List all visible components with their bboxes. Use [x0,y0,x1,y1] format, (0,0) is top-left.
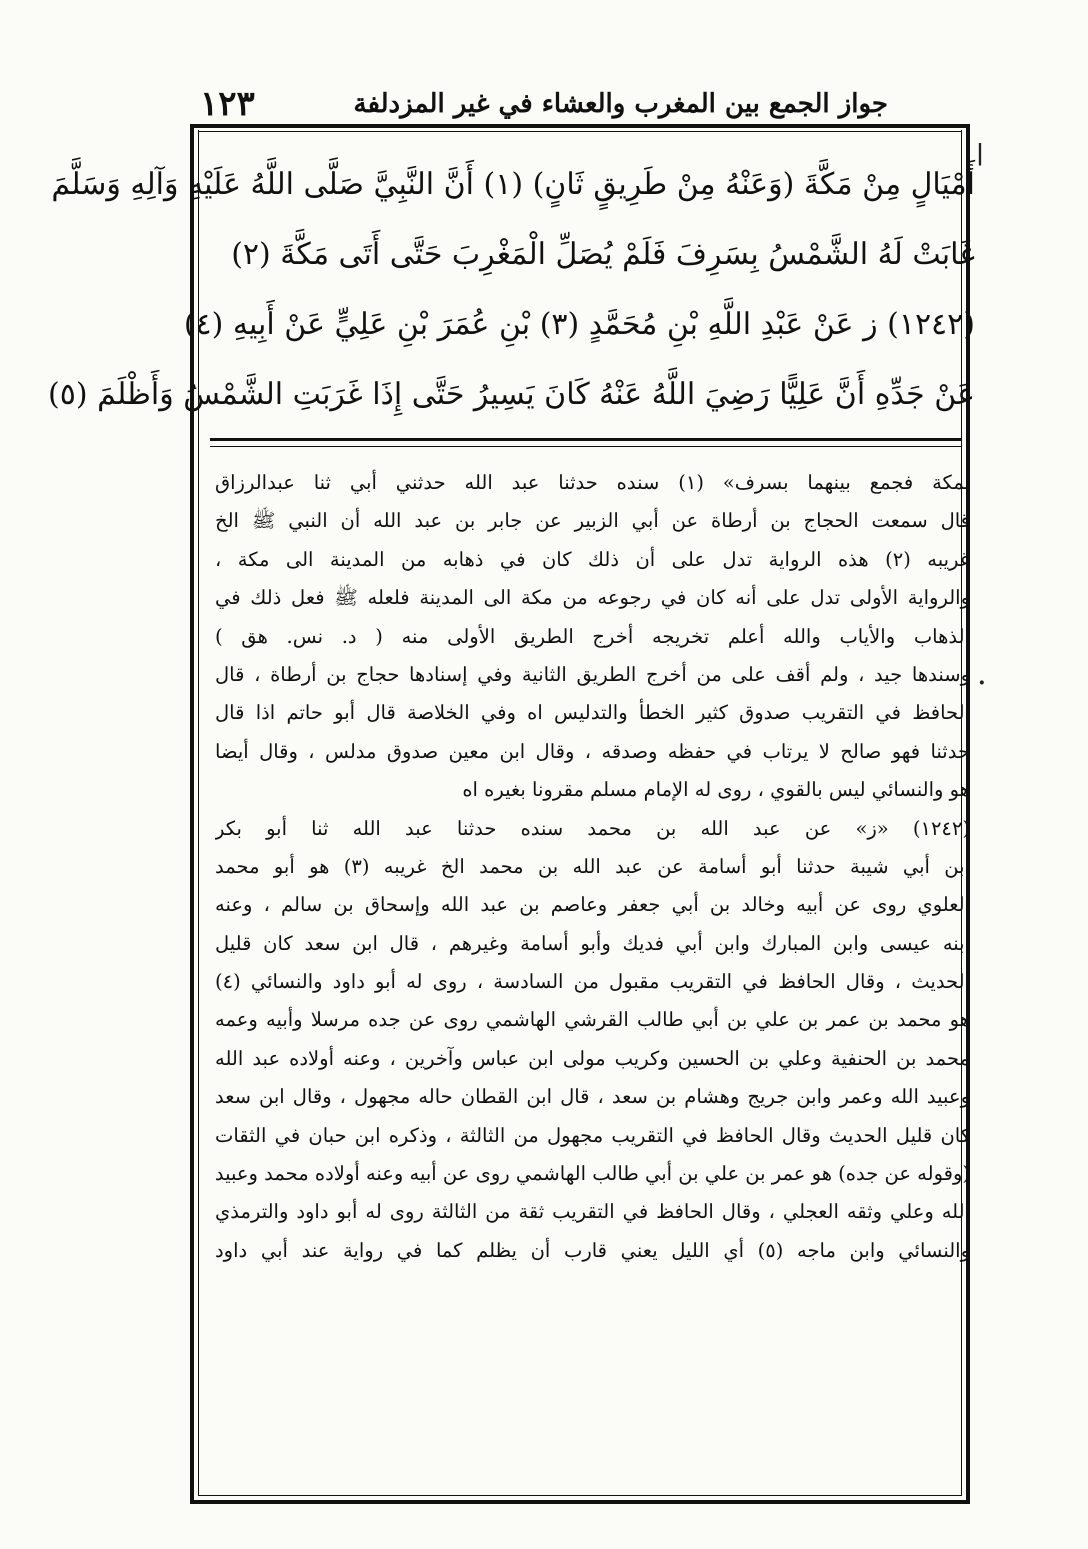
commentary-line: بمكة فجمع بينهما بسرف» (١) سنده حدثنا عبد الله حدثني أبي ثنا عبدالرزاق [215,471,970,494]
commentary-line: وسندها جيد ، ولم أقف على من أخرج الطريق الثانية وفي إسنادها حجاج بن أرطاة ، قال [215,662,970,686]
margin-mark-top: | [976,140,985,166]
commentary-line: الله وعلي وثقه العجلي ، وقال الحافظ في التقريب ثقة من الثالثة روى له أبو داود والترمذي [215,1200,970,1224]
hadith-line: عَنْ جَدِّهِ أَنَّ عَلِيًّا رَضِيَ اللَّهُ عَنْهُ كَانَ يَسِيرُ حَتَّى إِذَا غَرَبَتِ الشَّمْسُ وَأَظْلَمَ (٥) [48,377,975,412]
margin-mark-middle: · [978,670,986,696]
commentary-line: ابنه عيسى وابن المبارك وابن أبي فديك وأبو أسامة وغيرهم ، قال ابن سعد كان قليل [215,931,970,955]
commentary-line: حدثنا فهو صالح لا يرتاب في حفظه وصدقه ، وقال ابن معين صدوق مدلس ، وقال أيضا [215,739,970,763]
commentary-line: الحديث ، وقال الحافظ في التقريب مقبول من السادسة ، روى له أبو داود والنسائي (٤) [215,970,970,994]
commentary-line: (وقوله عن جده) هو عمر بن علي بن أبي طالب الهاشمي روى عن أبيه وعنه أولاده محمد وعبيد [215,1162,970,1186]
commentary-line: الذهاب والأياب والله أعلم تخريجه أخرج الطريق الأولى منه ( د. نس. هق ) [215,624,970,648]
commentary-text [215,464,970,1270]
commentary-line: الحافظ في التقريب صدوق كثير الخطأ والتدليس اه وفي الخلاصة قال أبو حاتم اذا قال [215,701,970,725]
commentary-line: هو والنسائي ليس بالقوي ، روى له الإمام مسلم مقرونا بغيره اه [462,778,970,802]
commentary-line: (١٢٤٢) «ز» عن عبد الله بن محمد سنده حدثنا عبد الله ثنا أبو بكر [215,816,970,840]
hadith-line: أَمْيَالٍ مِنْ مَكَّةَ (وَعَنْهُ مِنْ طَرِيقٍ ثَانٍ) (١) أَنَّ النَّبِيَّ صَلَّى اللَّهُ عَلَيْهِ وَآلِهِ وَسَلَّمَ [51,167,975,202]
page-number: ١٢٣ [200,84,255,124]
commentary-line: هو محمد بن عمر بن علي بن أبي طالب القرشي الهاشمي روى عن جده مرسلا وأبيه وعمه [215,1008,970,1032]
running-title: جواز الجمع بين المغرب والعشاء في غير المزدلفة [353,89,888,119]
commentary-line: والرواية الأولى تدل على أنه كان في رجوعه من مكة الى المدينة فلعله ﷺ فعل ذلك في [215,586,970,610]
page-header [200,80,888,128]
commentary-line: والنسائي وابن ماجه (٥) أي الليل يعني قارب أن يظلم كما في رواية عند أبي داود [215,1238,970,1262]
separator-rule-thick [210,438,962,441]
commentary-line: غريبه (٢) هذه الرواية تدل على أن ذلك كان في ذهابه من المدينة الى مكة ، [215,547,970,571]
hadith-text [48,150,975,430]
commentary-line: كان قليل الحديث وقال الحافظ في التقريب مجهول من الثالثة ، وذكره ابن حبان في الثقات [215,1123,970,1147]
hadith-line: غَابَتْ لَهُ الشَّمْسُ بِسَرِفَ فَلَمْ يُصَلِّ الْمَغْرِبَ حَتَّى أَتَى مَكَّةَ (٢) [231,237,975,272]
commentary-line: ابن أبي شيبة حدثنا أبو أسامة عن عبد الله بن محمد الخ غريبه (٣) هو أبو محمد [215,854,970,878]
commentary-line: العلوي روى عن أبيه وخالد بن أبي جعفر وعاصم بن عبد الله وإسحاق بن سالم ، وعنه [215,893,970,917]
commentary-line: محمد بن الحنفية وعلي بن الحسين وكريب مولى ابن عباس وآخرين ، وعنه أولاده عبد الله [215,1046,970,1070]
commentary-line: وعبيد الله وعمر وابن جريج وهشام بن سعد ، قال ابن القطان حاله مجهول ، وقال ابن سعد [215,1085,970,1109]
hadith-line: (١٢٤٢) ز عَنْ عَبْدِ اللَّهِ بْنِ مُحَمَّدٍ (٣) بْنِ عُمَرَ بْنِ عَلِيٍّ عَنْ أَبِيهِ (٤) [183,307,975,342]
commentary-line: قال سمعت الحجاج بن أرطاة عن أبي الزبير عن جابر بن عبد الله أن النبي ﷺ الخ [215,509,970,533]
separator-rule-thin [210,446,962,447]
